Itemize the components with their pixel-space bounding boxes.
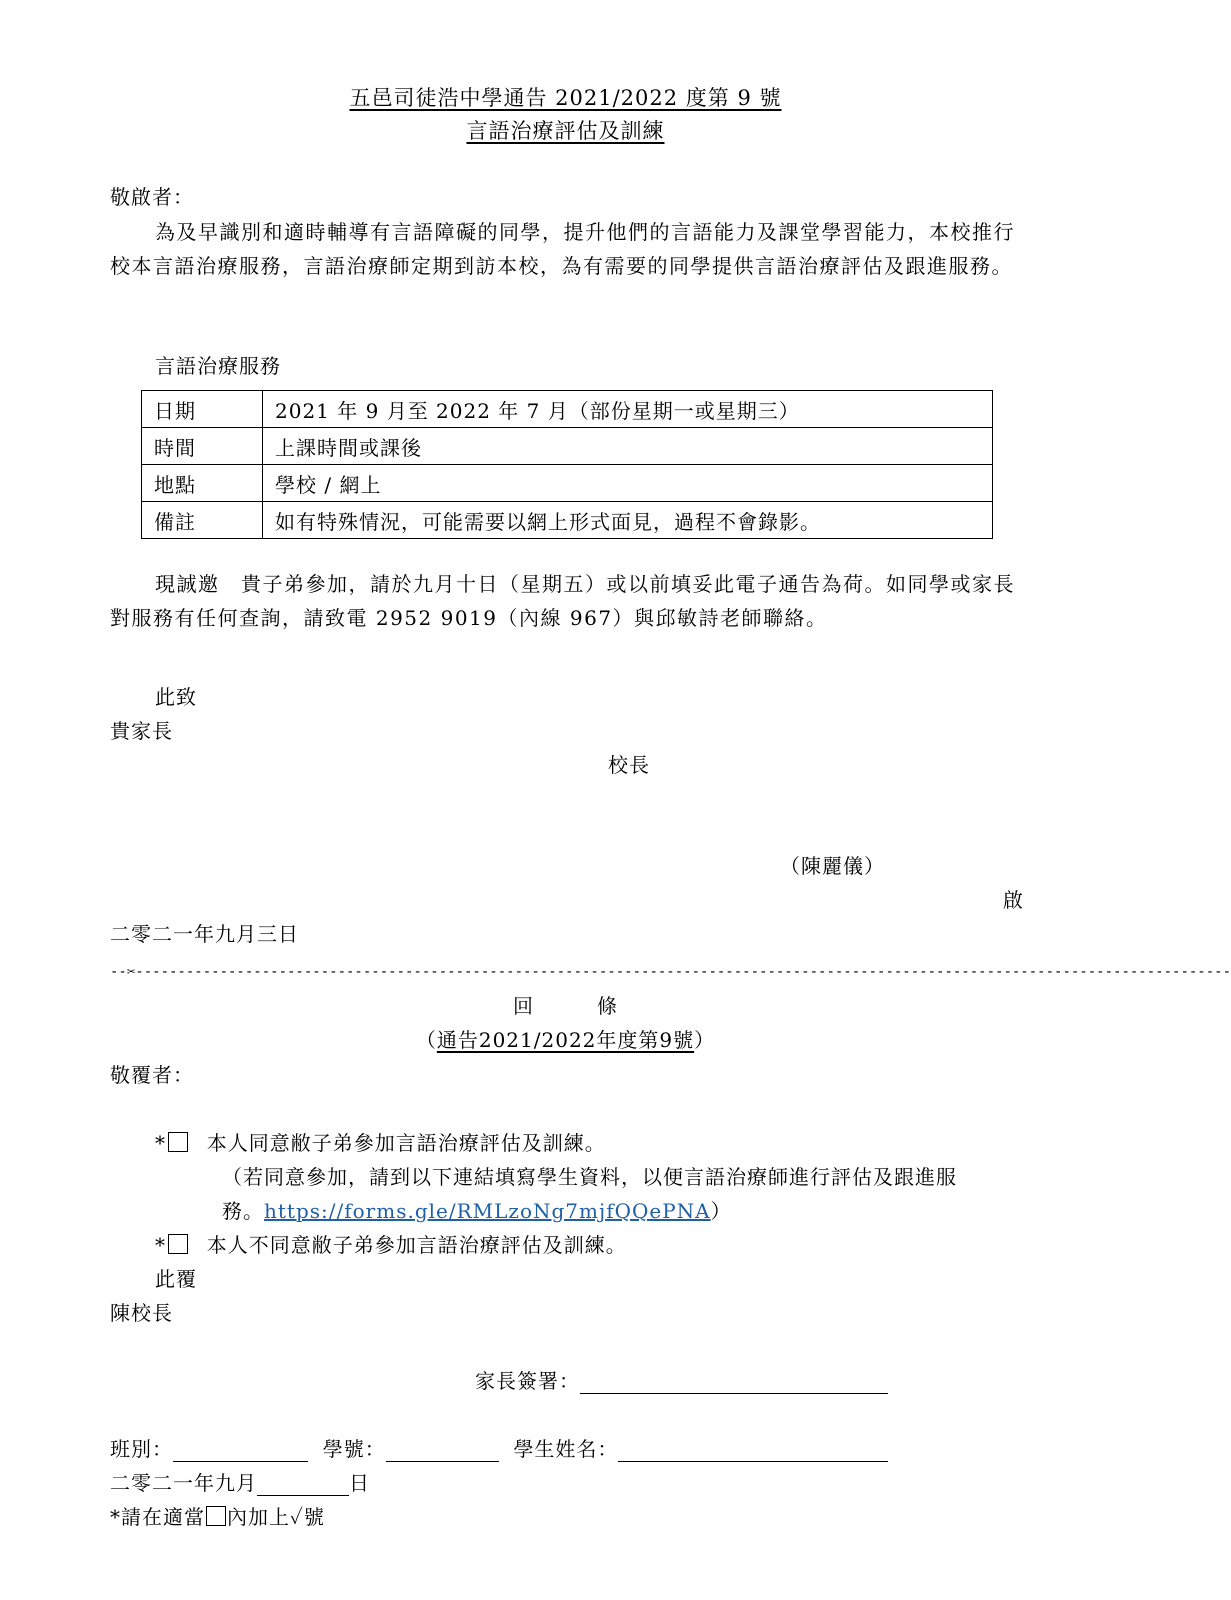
table-title: 言語治療服務 (155, 354, 281, 378)
reply-recipient: 陳校長 (110, 1301, 173, 1325)
table-value: 2021 年 9 月至 2022 年 7 月（部份星期一或星期三） (263, 391, 993, 428)
student-name-field[interactable] (618, 1439, 888, 1462)
qi-character: 啟 (1003, 888, 1024, 912)
table-row (142, 391, 993, 428)
option-disagree (155, 1231, 627, 1259)
reply-date-row: 二零二一年九月 日 (110, 1471, 370, 1495)
scissor-cut-line: --✂---------------------------------------------------------------------------------------------------------------------------------- (110, 964, 1231, 980)
intro-paragraph: 為及早識別和適時輔導有言語障礙的同學，提升他們的言語能力及課堂學習能力，本校推行校本言語治療服務，言語治療師定期到訪本校，為有需要的同學提供言語治療評估及跟進服務。 (110, 220, 1015, 278)
parent-signature: 家長簽署： (475, 1367, 888, 1395)
table-row (142, 428, 993, 465)
agree-checkbox[interactable] (168, 1132, 188, 1152)
principal-name: （陳麗儀） (780, 854, 885, 878)
invite-paragraph: 現誠邀 貴子弟參加，請於九月十日（星期五）或以前填妥此電子通告為荷。如同學或家長對服務有任何查詢，請致電 2952 9019（內線 967）與邱敏詩老師聯絡。 (110, 572, 1015, 630)
agree-label: 本人同意敝子弟參加言語治療評估及訓練。 (206, 1131, 606, 1155)
asterisk: * (155, 1233, 166, 1257)
disagree-label: 本人不同意敝子弟參加言語治療評估及訓練。 (206, 1233, 627, 1257)
student-info-row: 班別： 學號： 學生姓名： (110, 1435, 888, 1463)
footnote: *請在適當 內加上✓號 (110, 1505, 325, 1529)
disagree-checkbox[interactable] (168, 1234, 188, 1254)
service-table (141, 390, 993, 539)
box-icon (206, 1506, 226, 1526)
asterisk: * (155, 1131, 166, 1155)
reply-closing: 此覆 (155, 1267, 197, 1291)
notice-title: 五邑司徒浩中學通告 2021/2022 度第 9 號 (349, 86, 782, 110)
form-link[interactable]: https://forms.gle/RMLzoNg7mjfQQePNA (264, 1199, 711, 1223)
table-row (142, 502, 993, 539)
closing-ci-zhi: 此致 (155, 685, 197, 709)
table-key: 地點 (142, 465, 263, 502)
agree-note-line2: 務。https://forms.gle/RMLzoNg7mjfQQePNA） (222, 1199, 732, 1223)
salutation: 敬啟者： (110, 185, 194, 209)
reply-salutation: 敬覆者： (110, 1063, 194, 1087)
table-key: 時間 (142, 428, 263, 465)
class-field[interactable] (173, 1439, 308, 1462)
table-row (142, 465, 993, 502)
letter-date: 二零二一年九月三日 (110, 922, 299, 946)
table-value: 學校 / 網上 (263, 465, 993, 502)
principal-title: 校長 (608, 753, 650, 777)
agree-note-line1: （若同意參加，請到以下連結填寫學生資料，以便言語治療師進行評估及跟進服 (222, 1165, 957, 1189)
reply-title: 回 條 (513, 994, 618, 1018)
option-agree (155, 1129, 606, 1157)
table-value: 上課時間或課後 (263, 428, 993, 465)
table-value: 如有特殊情況，可能需要以網上形式面見，過程不會錄影。 (263, 502, 993, 539)
reply-subtitle: （通告2021/2022年度第9號） (415, 1028, 716, 1052)
closing-recipient: 貴家長 (110, 719, 173, 743)
table-key: 備註 (142, 502, 263, 539)
signature-field[interactable] (580, 1371, 888, 1394)
notice-subtitle: 言語治療評估及訓練 (466, 119, 665, 143)
table-key: 日期 (142, 391, 263, 428)
student-number-field[interactable] (386, 1439, 499, 1462)
check-mark-icon: ✓ (290, 1505, 304, 1529)
day-field[interactable] (257, 1473, 349, 1496)
